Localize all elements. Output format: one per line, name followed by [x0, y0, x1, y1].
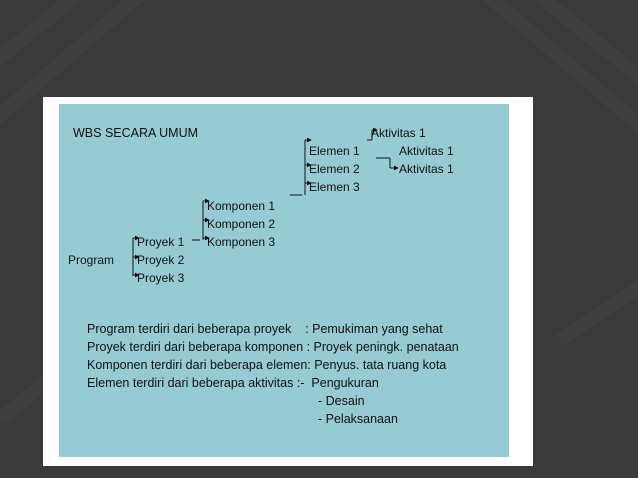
note-line-2: Proyek terdiri dari beberapa komponen : Proyek peningk. penataan [87, 340, 459, 354]
note-line-4: Elemen terdiri dari beberapa aktivitas :- Pengukuran [87, 376, 379, 390]
proyek-label-1: Proyek 1 [137, 235, 185, 249]
komponen-label-2: Komponen 2 [207, 217, 276, 231]
elemen-label-1: Elemen 1 [309, 144, 360, 158]
komponen-label-1: Komponen 1 [207, 199, 276, 213]
aktivitas-label-3: Aktivitas 1 [399, 162, 454, 176]
program-label: Program [68, 253, 115, 267]
note-line-1: Program terdiri dari beberapa proyek : Pemukiman yang sehat [87, 322, 443, 336]
diagram-title: WBS SECARA UMUM [73, 126, 199, 140]
aktivitas-label-1: Aktivitas 1 [371, 126, 426, 140]
proyek-label-3: Proyek 3 [137, 271, 185, 285]
note-sub-item-1: - Desain [318, 394, 365, 408]
proyek-label-2: Proyek 2 [137, 253, 185, 267]
elemen-label-2: Elemen 2 [309, 162, 360, 176]
aktivitas-label-2: Aktivitas 1 [399, 144, 454, 158]
note-sub-item-2: - Pelaksanaan [318, 412, 398, 426]
elemen-label-3: Elemen 3 [309, 180, 360, 194]
note-line-3: Komponen terdiri dari beberapa elemen: Penyus. tata ruang kota [87, 358, 447, 372]
komponen-label-3: Komponen 3 [207, 235, 276, 249]
